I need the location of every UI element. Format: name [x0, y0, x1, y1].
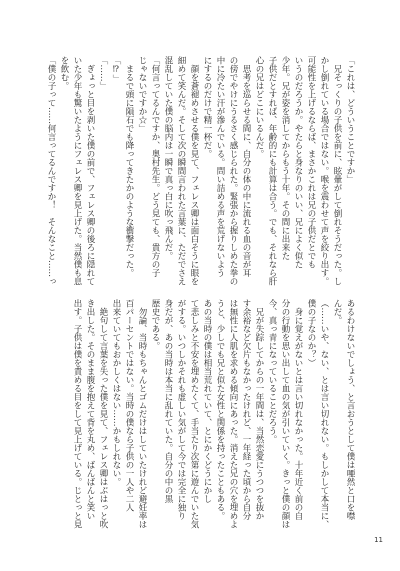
text-column: 少年。兄が姿を消してからもう十年。その間に出来た: [280, 56, 290, 260]
text-column: は無性に人肌を求める傾向にあった。消えた兄の穴を埋めよ: [228, 299, 238, 529]
text-column: 心の兄はどこにいるんだ。: [254, 56, 264, 158]
text-column: 兄そっくりの子供を前に、眩暈がして倒れそうだった。し: [332, 56, 342, 286]
text-column: 「⁉」: [111, 56, 121, 83]
text-column: を飲む。: [59, 56, 69, 90]
text-column: ぎょっと目を剥いた僕の前で、フェレス卿の後ろに隠れて: [85, 56, 95, 286]
text-column: 「……」: [98, 56, 108, 90]
text-column: 出す。子供は僕を責める目をして見上げている。じとっと見: [72, 299, 82, 529]
text-column: んだ。: [332, 299, 342, 325]
text-column: す余裕など欠片もなかったけれど、一年経った頃から自分: [241, 299, 251, 520]
text-column: き出した。そのまま腹を抱えて背を丸め、ばんばんと笑い: [85, 299, 95, 520]
text-column: 身に覚えがないとは言い切れなかった。十年近く前の自: [293, 299, 303, 520]
text-column: 僕の子なのか？）: [306, 299, 316, 367]
text-column: あるわけないでしょう、と言おうとして僕は唖然と口を噤: [345, 299, 355, 520]
text-column: 歴史である。: [150, 299, 160, 350]
text-column: 混乱していた僕の脳内は一瞬で真っ白に吹っ飛んだ。: [163, 56, 173, 260]
text-column: いた少年も驚いたようにフェレス卿を見上げた。当然僕も息: [72, 56, 82, 286]
text-column: かし倒れている場合ではない。喉を震わせて声を絞り出す。: [319, 56, 329, 286]
text-column: がする。いつしかそれも虚しい気がして今では完全に独り: [176, 299, 186, 520]
text-column: 兄が失踪してからの一年間は、当然恋愛にうつつを抜か: [254, 299, 264, 520]
text-column: 身だが、あの当時は本当に乱れていた。自分の中の黒: [163, 299, 173, 503]
text-column: じゃないですか☆」: [137, 56, 147, 133]
text-column: 子供だとすれば、年齢的にも計算は合う。でも、それなら肝: [267, 56, 277, 286]
text-column: て悲しみと不安を埋めたくて、手当たり次第に遊んでいた気: [189, 299, 199, 529]
text-column: 細めて笑んだ。そして次の瞬間言われた言葉に、ただでさえ: [176, 56, 186, 286]
text-column: 百パーセントではない。当時の僕なら子供の一人や二人: [124, 299, 134, 512]
text-column: にするのだけで精一杯だ。: [202, 56, 212, 158]
text-column: 可能性を上げるならば、まさかこれは兄の子供だとでも: [306, 56, 316, 269]
text-column: あの当時の僕は相当荒れていて、とにかくどうにかし: [202, 299, 212, 503]
text-column: 絶句して言葉を失った僕を見て、フェレス卿はぶはっと吹: [98, 299, 108, 529]
page-number: 11: [374, 536, 383, 544]
text-column: 中に冷たい汗が滲んでいる。問い詰める声を荒げないよう: [215, 56, 225, 277]
text-column: 「何言ってるんですか、奥村先生。どう見ても、貴方の子: [150, 56, 160, 277]
lower-text-block: [70, 299, 356, 537]
text-column: 思考を巡らせる間に、自分の体の中に流れる血の音が耳: [241, 56, 251, 277]
text-column: 出来ていてもおかしくはない……かもしれない。: [111, 299, 121, 486]
text-column: 今、真っ青になっていることだろう。: [267, 299, 277, 444]
text-column: 「僕の子って……何言ってるんですか！ そんなこと……っ: [46, 56, 56, 286]
text-column: 分の行動を思い出して血の気が引いていく。きっと僕の顔は: [280, 299, 290, 529]
text-column: うと、少しでも兄と似た女性と関係を持ったこともある。: [215, 299, 225, 520]
upper-text-block: [44, 56, 356, 294]
text-column: 「これは、どういうことですか」: [345, 56, 355, 184]
text-column: 勿論、当時もちゃんとゴムだけはしていたけれど避妊率は: [137, 299, 147, 529]
text-column: （……いや、ない、とは言い切れない。もしかして本当に、: [319, 299, 329, 529]
text-column: まるで頭に隕石でも降ってきたかのような衝撃だった。: [124, 56, 134, 277]
text-column: の傍でやけにうるさく感じられた。緊張から握りしめた拳の: [228, 56, 238, 286]
text-column: 顔を蒼褪めさせる僕を見て、フェレス卿は面白そうに眼を: [189, 56, 199, 286]
text-column: いうのだろうか。やたらと身なりのいい、兄によく似た: [293, 56, 303, 269]
